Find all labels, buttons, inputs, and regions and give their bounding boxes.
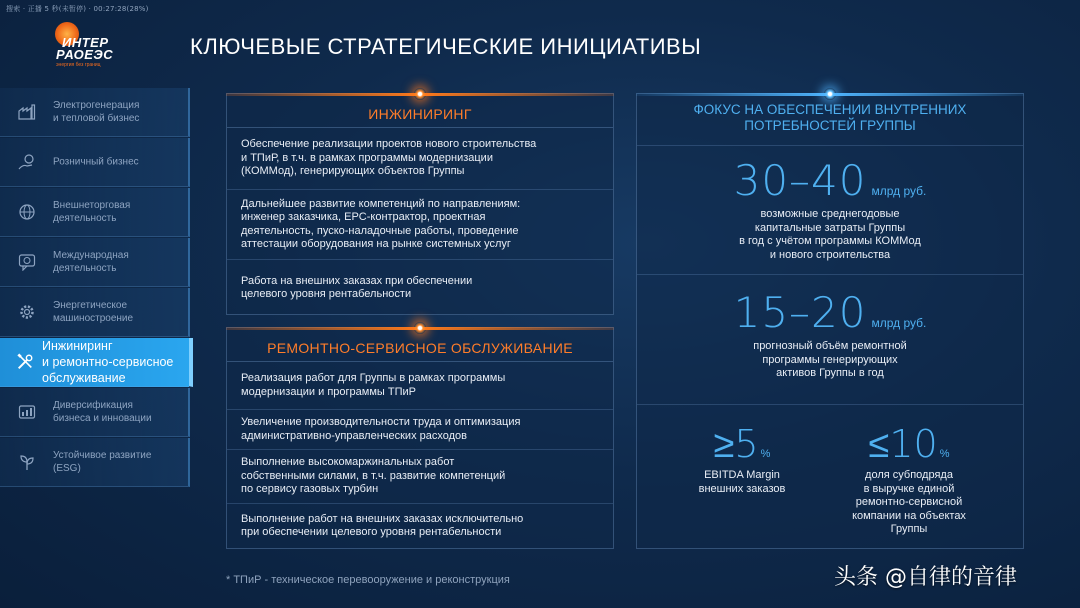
sidebar-item-label: Электрогенерация и тепловой бизнес <box>53 100 140 124</box>
page-title: КЛЮЧЕВЫЕ СТРАТЕГИЧЕСКИЕ ИНИЦИАТИВЫ <box>190 34 702 59</box>
capex-value: 30–40 <box>733 156 867 205</box>
capex-metric <box>637 156 1023 262</box>
sidebar-item-international[interactable] <box>0 238 190 287</box>
ebitda-value: ≥5 <box>713 422 759 466</box>
glow-dot-icon <box>414 322 426 334</box>
sidebar-item-esg[interactable] <box>0 438 190 487</box>
logo-line-2: РАОЕЭС <box>56 47 114 62</box>
logo-line-1: ИНТЕР <box>62 35 109 50</box>
engineering-row: Работа на внешних заказах при обеспечении целевого уровня рентабельности <box>241 274 473 300</box>
sidebar <box>0 88 190 488</box>
player-status-bar: 搜索 · 正播 5 秒(未暂停) · 00:27:28(28%) <box>6 5 149 13</box>
footnote: * ТПиР - техническое перевооружение и реконструкция <box>226 574 510 586</box>
subcontract-unit: % <box>939 448 950 460</box>
focus-card <box>636 93 1024 549</box>
sidebar-item-power-engineering[interactable] <box>0 288 190 337</box>
company-logo <box>52 22 122 70</box>
ebitda-description: EBITDA Margin внешних заказов <box>698 469 786 495</box>
sidebar-item-foreign-trade[interactable] <box>0 188 190 237</box>
sidebar-item-engineering-repair[interactable] <box>0 338 193 387</box>
chat-globe-icon <box>18 253 36 271</box>
sidebar-item-label: Розничный бизнес <box>53 156 139 168</box>
engineering-card-title: ИНЖИНИРИНГ <box>227 100 613 128</box>
repair-row: Выполнение высокомаржинальных работ собственными силами, в т.ч. развитие компетенций по сервису газовых турбин <box>227 450 613 504</box>
repair-volume-metric <box>637 288 1023 381</box>
factory-icon <box>18 103 36 121</box>
sidebar-item-label: Энергетическое машиностроение <box>53 300 134 324</box>
divider <box>637 274 1023 275</box>
engineering-card <box>226 93 614 315</box>
repair-card-title: РЕМОНТНО-СЕРВИСНОЕ ОБСЛУЖИВАНИЕ <box>227 334 613 362</box>
glow-dot-icon <box>824 88 836 100</box>
sidebar-item-retail[interactable] <box>0 138 190 187</box>
sidebar-item-label: Устойчивое развитие (ESG) <box>53 450 152 474</box>
capex-unit: млрд руб. <box>871 184 927 198</box>
sidebar-item-label: Инжиниринг и ремонтно-сервисное обслуживание <box>42 339 174 385</box>
subcontract-value: ≤10 <box>868 422 938 466</box>
sprout-icon <box>18 453 36 471</box>
engineering-row: Обеспечение реализации проектов нового строительства и ТПиР, в т.ч. в рамках программы модернизации (КОММод), генерирующих объектов Группы <box>227 128 613 190</box>
sidebar-item-label: Внешнеторговая деятельность <box>53 200 131 224</box>
divider <box>637 404 1023 405</box>
watermark: 头条 @自律的音律 <box>834 565 1017 590</box>
sidebar-item-power-generation[interactable] <box>0 88 190 137</box>
hand-coin-icon <box>18 153 36 171</box>
repair-volume-unit: млрд руб. <box>871 316 927 330</box>
subcontract-description: доля субподряда в выручке единой ремонтно-сервисной компании на объектах Группы <box>852 469 966 535</box>
repair-row: Реализация работ для Группы в рамках программы модернизации и программы ТПиР <box>227 362 613 410</box>
ebitda-kpi <box>667 422 817 496</box>
globe-icon <box>18 203 36 221</box>
sidebar-item-label: Международная деятельность <box>53 250 129 274</box>
subcontract-kpi <box>819 422 999 537</box>
repair-volume-description: прогнозный объём ремонтной программы генерирующих активов Группы в год <box>753 340 907 379</box>
sidebar-item-diversification[interactable] <box>0 388 190 437</box>
divider <box>637 145 1023 146</box>
capex-description: возможные среднегодовые капитальные затраты Группы в год с учётом программы КОММод и нового строительства <box>739 208 921 261</box>
gear-icon <box>18 303 36 321</box>
ebitda-unit: % <box>760 448 771 460</box>
repair-volume-value: 15–20 <box>733 288 867 337</box>
repair-row: Выполнение работ на внешних заказах исключительно при обеспечении целевого уровня рентабельности <box>241 512 524 538</box>
tools-icon <box>16 353 34 371</box>
focus-card-title: ФОКУС НА ОБЕСПЕЧЕНИИ ВНУТРЕННИХ ПОТРЕБНОСТЕЙ ГРУППЫ <box>693 102 967 133</box>
glow-dot-icon <box>414 88 426 100</box>
sidebar-item-label: Диверсификация бизнеса и инновации <box>53 400 152 424</box>
repair-service-card <box>226 327 614 549</box>
logo-tagline: энергия без границ <box>56 62 101 68</box>
engineering-row: Дальнейшее развитие компетенций по направлениям: инженер заказчика, EPC-контрактор, проектная деятельность, пуско-наладочные работы, проведение аттестации оборудования на рынке системных услуг <box>227 190 613 260</box>
chart-icon <box>18 403 36 421</box>
repair-row: Увеличение производительности труда и оптимизация административно-управленческих расходов <box>227 410 613 450</box>
